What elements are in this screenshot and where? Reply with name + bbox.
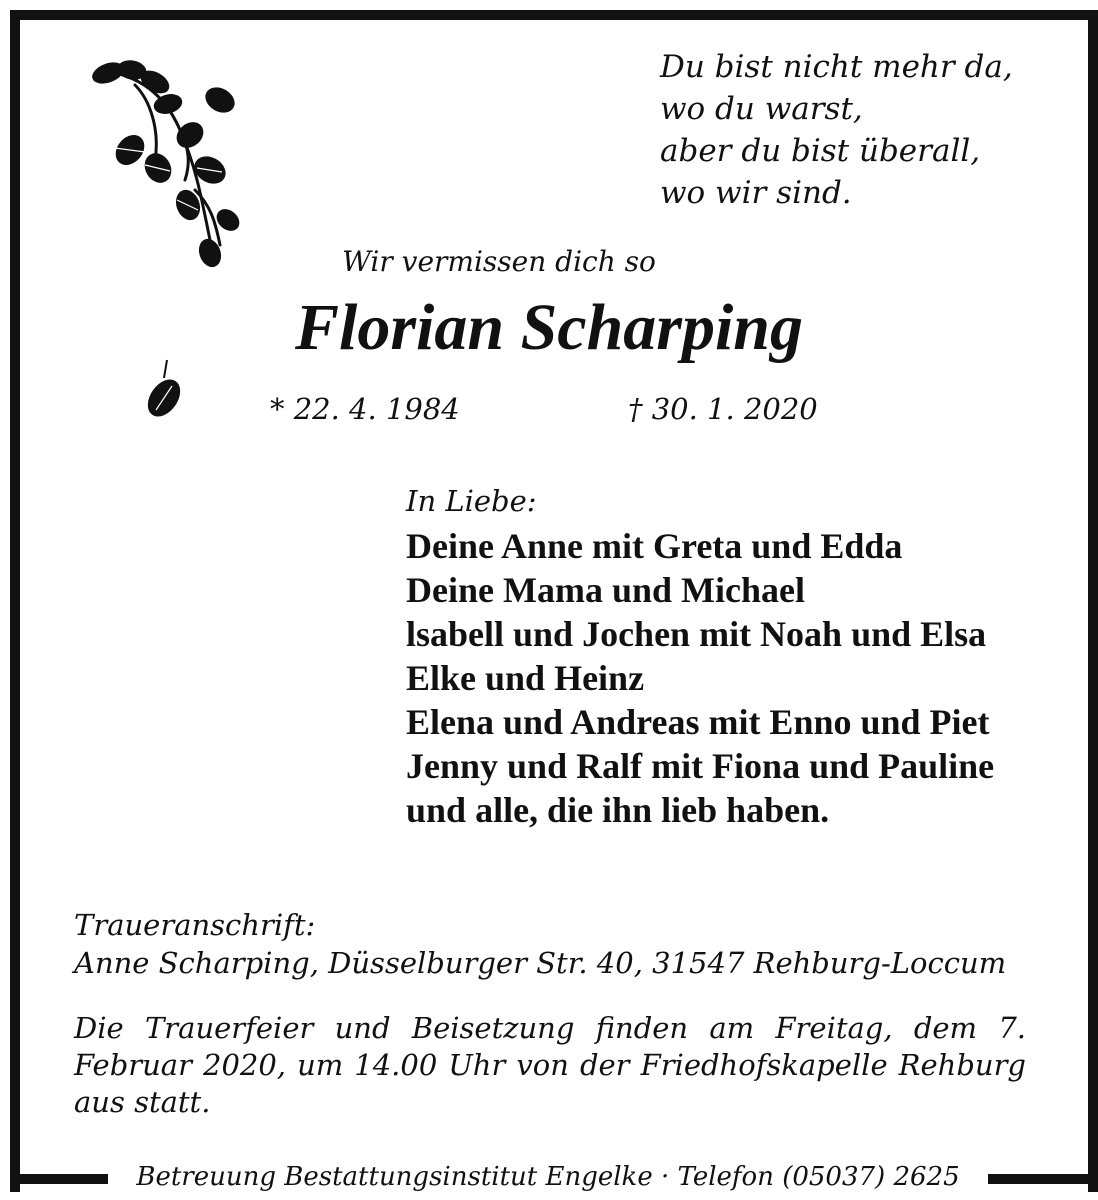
- ceremony-text: Die Trauerfeier und Beisetzung finden am Freitag, dem 7. Februar 2020, um 14.00 Uhr von der Friedhofskapelle Rehburg aus statt.: [74, 1011, 1026, 1119]
- footer-rule-left: [10, 1174, 108, 1184]
- family-list: [406, 524, 994, 832]
- family-line: lsabell und Jochen mit Noah und Elsa: [406, 614, 987, 654]
- poem: [660, 46, 1013, 214]
- family-line: Elke und Heinz: [406, 658, 645, 698]
- birch-leaves-icon: [70, 40, 250, 440]
- poem-line: wo wir sind.: [660, 175, 852, 211]
- footer-rule-right: [988, 1174, 1088, 1184]
- deceased-name: Florian Scharping: [294, 291, 804, 364]
- death-date: † 30. 1. 2020: [628, 392, 818, 426]
- poem-line: aber du bist überall,: [660, 133, 981, 169]
- family-label: In Liebe:: [406, 484, 537, 518]
- intro-line: Wir vermissen dich so: [342, 245, 656, 278]
- poem-line: Du bist nicht mehr da,: [660, 49, 1013, 85]
- family-line: Deine Mama und Michael: [406, 570, 805, 610]
- family-line: und alle, die ihn lieb haben.: [406, 790, 830, 830]
- footer-text: Betreuung Bestattungsinstitut Engelke · Telefon (05037) 2625: [136, 1162, 960, 1192]
- family-line: Deine Anne mit Greta und Edda: [406, 526, 903, 566]
- family-line: Jenny und Ralf mit Fiona und Pauline: [406, 746, 995, 786]
- address-label: Traueranschrift:: [74, 908, 316, 942]
- family-line: Elena und Andreas mit Enno und Piet: [406, 702, 990, 742]
- address-text: Anne Scharping, Düsselburger Str. 40, 31547 Rehburg-Loccum: [74, 946, 1007, 980]
- poem-line: wo du warst,: [660, 91, 863, 127]
- birth-date: * 22. 4. 1984: [270, 392, 460, 426]
